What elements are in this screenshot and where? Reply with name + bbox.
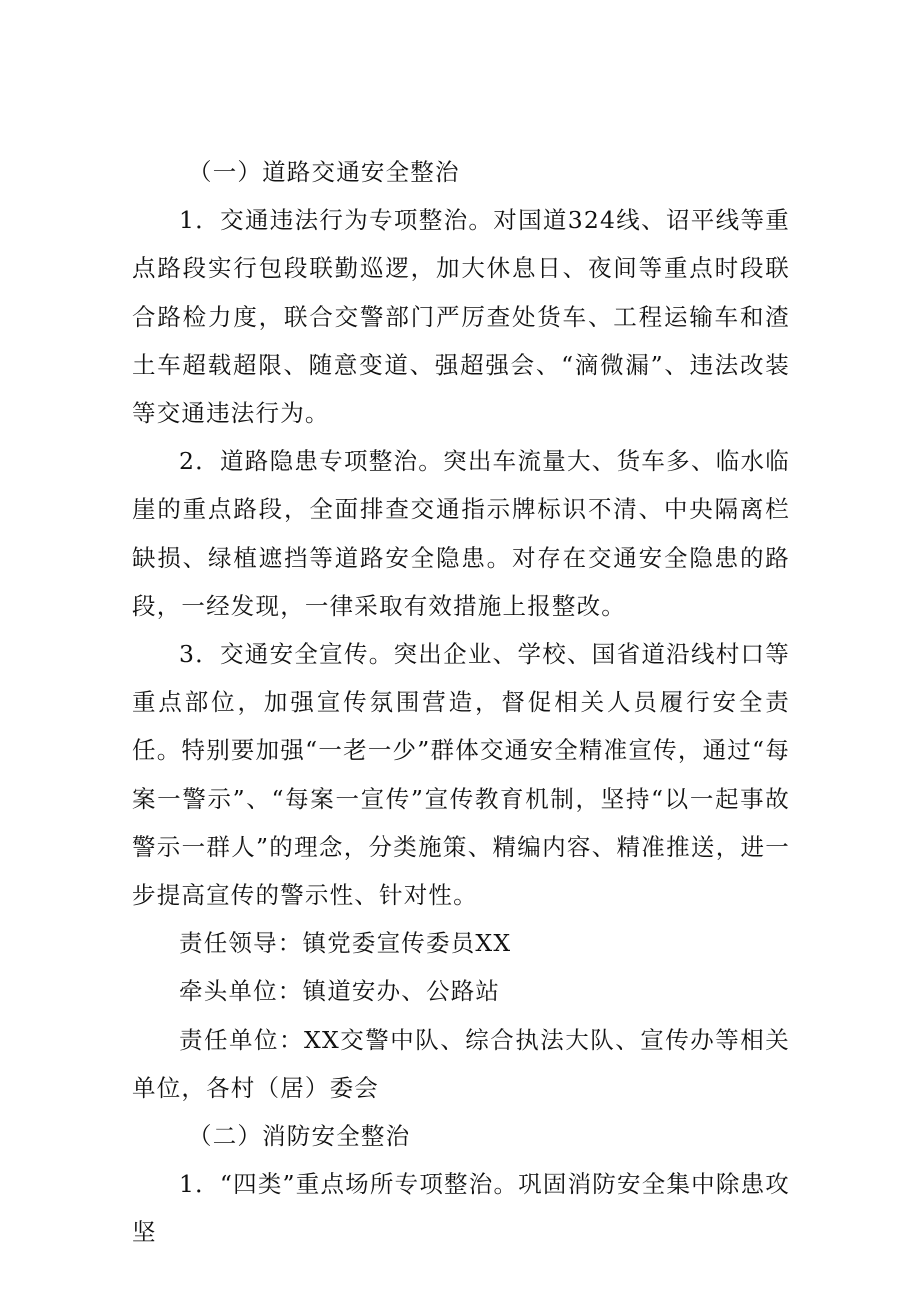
paragraph-traffic-violation: 1．交通违法行为专项整治。对国道324线、诏平线等重点路段实行包段联勤巡逻，加大休息日、夜间等重点时段联合路检力度，联合交警部门严厉查处货车、工程运输车和渣土车超载超限、随意变道、强超强会、“滴微漏”、违法改装等交通违法行为。 [132,206,790,428]
lead-unit: 牵头单位：镇道安办、公路站 [179,977,501,1006]
paragraph-key-places: 1．“四类”重点场所专项整治。巩固消防安全集中除患攻坚 [132,1170,790,1247]
responsible-leader: 责任领导：镇党委宣传委员XX [179,929,512,958]
section-heading-road-traffic: （一）道路交通安全整治 [188,158,460,186]
paragraph-road-hazard: 2．道路隐患专项整治。突出车流量大、货车多、临水临崖的重点路段，全面排查交通指示牌标识不清、中央隔离栏缺损、绿植遮挡等道路安全隐患。对存在交通安全隐患的路段，一经发现，一律采取有效措施上报整改。 [132,447,790,620]
responsible-units: 责任单位：XX交警中队、综合执法大队、宣传办等相关单位，各村（居）委会 [132,1025,790,1102]
document-body [132,148,790,1257]
paragraph-traffic-publicity: 3．交通安全宣传。突出企业、学校、国省道沿线村口等重点部位，加强宣传氛围营造，督促相关人员履行安全责任。特别要加强“一老一少”群体交通安全精准宣传，通过“每案一警示”、“每案一宣传”宣传教育机制，坚持“以一起事故警示一群人”的理念，分类施策、精编内容、精准推送，进一步提高宣传的警示性、针对性。 [132,640,790,910]
section-heading-fire-safety: （二）消防安全整治 [188,1122,411,1151]
